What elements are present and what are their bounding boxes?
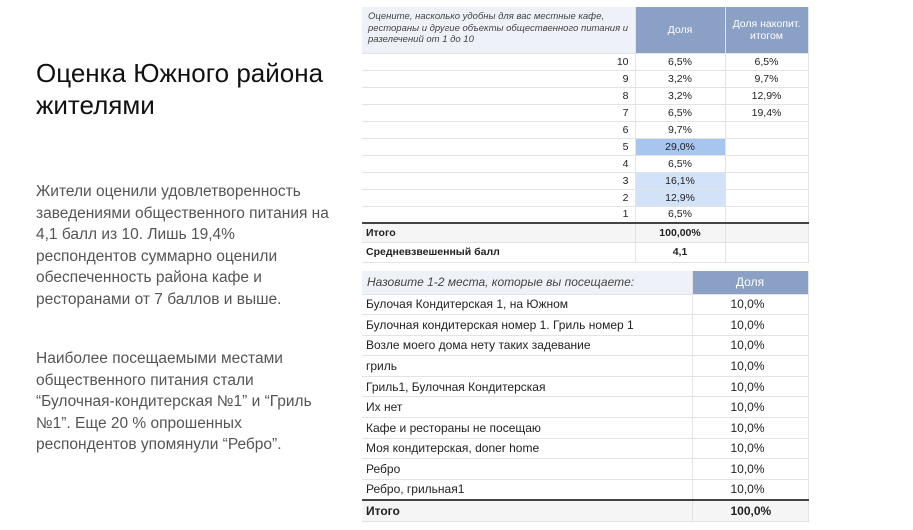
rating-score-cell: 8 bbox=[362, 87, 635, 104]
rating-share-header: Доля bbox=[635, 7, 725, 53]
rating-average-row bbox=[362, 242, 808, 262]
rating-row bbox=[362, 155, 808, 172]
place-share-cell: 10,0% bbox=[692, 397, 808, 418]
rating-row bbox=[362, 104, 808, 121]
rating-table bbox=[362, 7, 809, 263]
rating-row bbox=[362, 53, 808, 70]
rating-score-cell: 4 bbox=[362, 155, 635, 172]
place-name-cell: Моя кондитерская, doner home bbox=[362, 438, 692, 459]
places-row bbox=[362, 335, 808, 356]
places-total-label: Итого bbox=[362, 500, 692, 522]
rating-score-cell: 7 bbox=[362, 104, 635, 121]
rating-total-row bbox=[362, 223, 808, 242]
rating-cum-cell: 6,5% bbox=[725, 53, 808, 70]
places-table bbox=[362, 271, 809, 522]
place-share-cell: 10,0% bbox=[692, 418, 808, 439]
rating-cum-cell: 9,7% bbox=[725, 70, 808, 87]
places-row bbox=[362, 356, 808, 377]
rating-share-cell: 3,2% bbox=[635, 70, 725, 87]
rating-share-cell: 6,5% bbox=[635, 155, 725, 172]
rating-average-empty bbox=[725, 242, 808, 262]
place-name-cell: Их нет bbox=[362, 397, 692, 418]
rating-cum-cell bbox=[725, 155, 808, 172]
summary-paragraph-rating: Жители оценили удовлетворенность заведениями общественного питания на 4,1 балл из 10. Лишь 19,4% респондентов суммарно оценили обеспеченность района кафе и ресторанами от 7 баллов и выше. bbox=[36, 183, 329, 308]
place-share-cell: 10,0% bbox=[692, 294, 808, 315]
places-row bbox=[362, 397, 808, 418]
place-share-cell: 10,0% bbox=[692, 356, 808, 377]
rating-question-header: Оцените, насколько удобны для вас местные кафе, рестораны и другие объекты общественного питания и разелечений от 1 до 10 bbox=[362, 7, 635, 53]
rating-average-value: 4,1 bbox=[635, 242, 725, 262]
rating-row bbox=[362, 121, 808, 138]
rating-average-label: Средневзвешенный балл bbox=[362, 242, 635, 262]
rating-row bbox=[362, 87, 808, 104]
rating-score-cell: 6 bbox=[362, 121, 635, 138]
place-name-cell: Булочая Кондитерская 1, на Южном bbox=[362, 294, 692, 315]
places-row bbox=[362, 459, 808, 480]
rating-cum-cell: 19,4% bbox=[725, 104, 808, 121]
place-share-cell: 10,0% bbox=[692, 438, 808, 459]
summary-paragraph-places: Наиболее посещаемыми местами общественного питания стали “Булочная-кондитерская №1” и “Гриль №1”. Еще 20 % опрошенных респондентов упомянули “Ребро”. bbox=[36, 350, 312, 453]
place-name-cell: Кафе и рестораны не посещаю bbox=[362, 418, 692, 439]
places-share-header: Доля bbox=[692, 271, 808, 294]
places-row bbox=[362, 418, 808, 439]
rating-share-cell: 16,1% bbox=[635, 172, 725, 189]
rating-cum-cell bbox=[725, 206, 808, 223]
place-share-cell: 10,0% bbox=[692, 315, 808, 336]
places-total-row bbox=[362, 500, 808, 522]
places-row bbox=[362, 376, 808, 397]
rating-cum-header: Доля накопит. итогом bbox=[725, 7, 808, 53]
rating-share-cell: 3,2% bbox=[635, 87, 725, 104]
rating-share-cell: 12,9% bbox=[635, 189, 725, 206]
place-name-cell: Гриль1, Булочная Кондитерская bbox=[362, 376, 692, 397]
rating-total-label: Итого bbox=[362, 223, 635, 242]
rating-score-cell: 1 bbox=[362, 206, 635, 223]
rating-cum-cell bbox=[725, 172, 808, 189]
rating-row bbox=[362, 70, 808, 87]
places-question-header: Назовите 1-2 места, которые вы посещаете: bbox=[362, 271, 692, 294]
rating-cum-cell bbox=[725, 138, 808, 155]
rating-row bbox=[362, 138, 808, 155]
place-share-cell: 10,0% bbox=[692, 335, 808, 356]
place-name-cell: Булочная кондитерская номер 1. Гриль номер 1 bbox=[362, 315, 692, 336]
rating-cum-cell: 12,9% bbox=[725, 87, 808, 104]
rating-total-value: 100,00% bbox=[635, 223, 725, 242]
rating-table-header bbox=[362, 7, 808, 53]
rating-share-cell: 6,5% bbox=[635, 53, 725, 70]
place-name-cell: Ребро bbox=[362, 459, 692, 480]
place-name-cell: Возле моего дома нету таких задевание bbox=[362, 335, 692, 356]
place-share-cell: 10,0% bbox=[692, 459, 808, 480]
rating-score-cell: 9 bbox=[362, 70, 635, 87]
place-name-cell: гриль bbox=[362, 356, 692, 377]
places-table-header bbox=[362, 271, 808, 294]
rating-share-cell: 6,5% bbox=[635, 206, 725, 223]
page-title: Оценка Южного района жителями bbox=[36, 58, 324, 120]
place-share-cell: 10,0% bbox=[692, 479, 808, 500]
place-name-cell: Ребро, грильная1 bbox=[362, 479, 692, 500]
rating-total-empty bbox=[725, 223, 808, 242]
rating-score-cell: 3 bbox=[362, 172, 635, 189]
places-row bbox=[362, 438, 808, 459]
rating-row bbox=[362, 172, 808, 189]
places-row bbox=[362, 294, 808, 315]
place-share-cell: 10,0% bbox=[692, 376, 808, 397]
rating-row bbox=[362, 189, 808, 206]
rating-share-cell: 9,7% bbox=[635, 121, 725, 138]
places-total-value: 100,0% bbox=[692, 500, 808, 522]
rating-score-cell: 10 bbox=[362, 53, 635, 70]
places-row bbox=[362, 315, 808, 336]
rating-row bbox=[362, 206, 808, 223]
rating-share-cell: 6,5% bbox=[635, 104, 725, 121]
rating-cum-cell bbox=[725, 121, 808, 138]
rating-share-cell: 29,0% bbox=[635, 138, 725, 155]
rating-score-cell: 2 bbox=[362, 189, 635, 206]
rating-cum-cell bbox=[725, 189, 808, 206]
rating-score-cell: 5 bbox=[362, 138, 635, 155]
places-row bbox=[362, 479, 808, 500]
